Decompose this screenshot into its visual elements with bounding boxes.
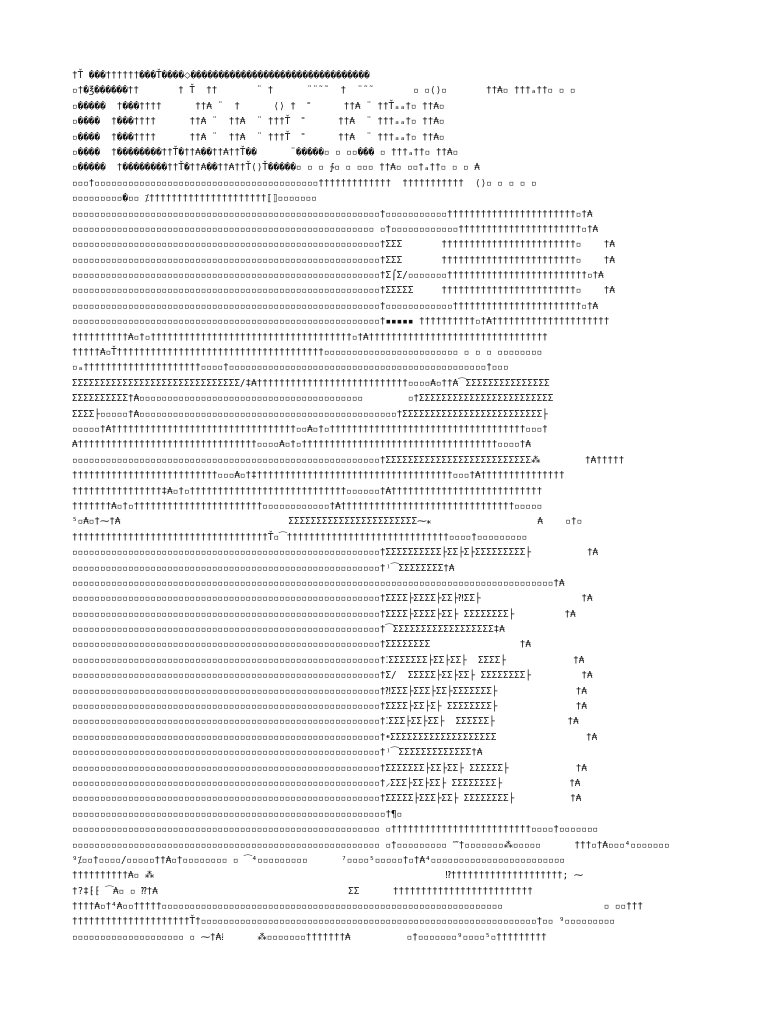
text-line: ▫▫▫▫▫▫▫▫▫▫▫▫▫▫▫▫▫▫▫▫▫▫▫▫▫▫▫▫▫▫▫▫▫▫▫▫▫▫▫▫▫▫▫▫▫▫▫▫▫▫▫▫▫▫▫†Ʃ/ ƩƩƩƩƩ├ƩƩ├ƩƩ├ ƩƩƩƩƩƩƩƩ├ †₳ (72, 670, 593, 682)
text-line: ƩƩƩƩƩƩƩƩƩƩƩƩƩƩƩƩƩƩƩƩƩƩƩƩƩƩƩƩƩƩ/‡₳†††††††††††††††††††††††††††▫▫▫▫₳▫††₳⁀ƩƩƩƩƩƩƩƩƩƩƩƩƩƩƩ (72, 377, 550, 389)
text-line: †††††††₳▫†▫†††††††††††††††††††††††▫▫▫▫▫▫▫▫▫▫▫▫†₳†††††††††††††††††††††††††††††††▫▫▫▫▫ (72, 500, 543, 512)
text-line: ▫▫▫▫▫†₳†††††††††††††††††††††††††††††††††▫▫₳▫†▫†††††††††††††††††††††††††††††††††††▫▫▫† (72, 423, 548, 435)
text-line: ††††††††††††††††‡₳▫†▫††††††††††††††††††††††††††††▫▫▫▫▫▫†₳††††††††††††††††††††††††††† (72, 485, 543, 497)
text-line: ▫����� †��������††Ť�††₳��††₳††Ť⟨⟩Ť�����▫ ▫ ▫ ∱▫ ▫ ▫▫▫ ††₳▫ ▫▫†ₐ††▫ ▫ ▫ ₳ (72, 162, 480, 174)
text-line: ▫▫▫▫▫▫▫▫▫▫▫▫▫▫▫▫▫▫▫▫▫▫▫▫▫▫▫▫▫▫▫▫▫▫▫▫▫▫▫▫▫▫▫▫▫▫▫▫▫▫▫▫▫▫▫ ▫†▫▫▫▫▫▫▫▫▫ ⁗†▫▫▫▫▫▫▫⁂▫▫▫▫▫ †††▫†₳▫▫▫⁴▫▫▫▫▫▫▫ (72, 839, 670, 851)
text-line: ▫���� †��������††Ť�††₳��††₳††Ť�� ¨�����▫ ▫ ▫▫��� ▫ †††ₐ††▫ ††₳▫ (72, 146, 459, 158)
text-line: ††††††††††₳▫†▫††††††††††††††††††††††††††††††††††††▫†₳†††††††††††††††††††††††††††††††† (72, 331, 548, 343)
text-line: ⁹⁒▫▫†▫▫▫▫/▫▫▫▫▫††₳▫†▫▫▫▫▫▫▫▫ ▫ ⁀⁴▫▫▫▫▫▫▫▫▫ ⁷▫▫▫▫⁵▫▫▫▫▫†▫†₳⁴▫▫▫▫▫▫▫▫▫▫▫▫▫▫▫▫▫▫▫▫▫▫▫▫ (72, 854, 566, 866)
garbled-text-block (72, 68, 722, 945)
text-line: ▫▫▫▫▫▫▫▫▫▫▫▫▫▫▫▫▫▫▫▫▫▫▫▫▫▫▫▫▫▫▫▫▫▫▫▫▫▫▫▫▫▫▫▫▫▫▫▫▫▫▫▫▫▫▫▫▫▫▫▫▫▫▫▫▫▫▫▫▫▫▫▫▫▫▫▫▫▫▫▫▫▫▫▫▫▫†₳ (72, 577, 565, 589)
text-line: †Ť ���††††††���Ť����⬦�������������������������������� (72, 70, 370, 81)
text-line: ▫▫▫▫▫▫▫▫▫▫▫▫▫▫▫▫▫▫▫▫▫▫▫▫▫▫▫▫▫▫▫▫▫▫▫▫▫▫▫▫▫▫▫▫▫▫▫▫▫▫▫▫▫▫▫†ƩƩƩƩ├ƩƩ├Ʃ├ ƩƩƩƩƩƩƩƩ├ †₳ (72, 701, 587, 713)
text-line: ††††₳▫†⁴₳▫▫†††††▫▫▫▫▫▫▫▫▫▫▫▫▫▫▫▫▫▫▫▫▫▫▫▫▫▫▫▫▫▫▫▫▫▫▫▫▫▫▫▫▫▫▫▫▫▫▫▫▫▫▫▫▫▫▫▫▫▫▫▫▫ ▫ ▫▫††† (72, 901, 643, 913)
text-line: †††††††††††††††††††††††††††††††††††Ť▫⁀†††††††††††††††††††††††††††††▫▫▫▫†▫▫▫▫▫▫▫▫▫ (72, 531, 528, 543)
text-line: ▫▫▫▫▫▫▫▫▫▫▫▫▫▫▫▫▫▫▫▫▫▫▫▫▫▫▫▫▫▫▫▫▫▫▫▫▫▫▫▫▫▫▫▫▫▫▫▫▫▫▫▫▫▫▫†⁚ƩƩƩƩƩƩƩ├ƩƩ├ƩƩ├ ƩƩƩƩ├ †₳ (72, 654, 585, 666)
text-line: ƩƩƩƩƩƩƩƩƩƩ†₳▫▫▫▫▫▫▫▫▫▫▫▫▫▫▫▫▫▫▫▫▫▫▫▫▫▫▫▫▫▫▫▫▫▫▫▫▫▫▫▫ ▫†ƩƩƩƩƩƩƩƩƩƩƩƩƩƩƩƩƩƩƩƩƩƩƩƩ (72, 393, 554, 405)
text-line: ▫▫▫▫▫▫▫▫▫▫▫▫▫▫▫▫▫▫▫▫▫▫▫▫▫▫▫▫▫▫▫▫▫▫▫▫▫▫▫▫▫▫▫▫▫▫▫▫▫▫▫▫▫▫▫†⁚ƩƩƩ├ƩƩ├ƩƩ├ ƩƩƩƩƩƩ├ †₳ (72, 716, 579, 728)
text-line: ▫▫▫▫▫▫▫▫▫▫▫▫▫▫▫▫▫▫▫▫▫▫▫▫▫▫▫▫▫▫▫▫▫▫▫▫▫▫▫▫▫▫▫▫▫▫▫▫▫▫▫▫▫▫▫†▪▪▪▪▪ ††††††††††▫†₳††††††††††††††††††††† (72, 316, 610, 328)
text-line: ▫▫▫▫▫▫▫▫▫▫▫▫▫▫▫▫▫▫▫▫▫▫▫▫▫▫▫▫▫▫▫▫▫▫▫▫▫▫▫▫▫▫▫▫▫▫▫▫▫▫▫▫▫▫▫†ƩƩƩƩ├ƩƩƩƩ├ƩƩ├ ƩƩƩƩƩƩƩƩ├ †₳ (72, 608, 576, 620)
text-line: ▫���� †���†††† ††₳ ¨ ††₳ ¨ †††Ť ˭ ††₳ ¨ †††ₐₐ†▫ ††₳▫ (72, 131, 445, 143)
text-line: †††††††††††††††††††††Ť†▫▫▫▫▫▫▫▫▫▫▫▫▫▫▫▫▫▫▫▫▫▫▫▫▫▫▫▫▫▫▫▫▫▫▫▫▫▫▫▫▫▫▫▫▫▫▫▫▫▫▫▫▫▫▫▫▫▫▫▫†▫▫ ⁹▫▫▫▫▫▫▫▫▫ (72, 916, 615, 928)
text-line: ▫▫▫▫▫▫▫▫▫▫▫▫▫▫▫▫▫▫▫▫▫▫▫▫▫▫▫▫▫▫▫▫▫▫▫▫▫▫▫▫▫▫▫▫▫▫▫▫▫▫▫▫▫▫▫†▫▫▫▫▫▫▫▫▫▫▫†††††††††††††††††††††††▫†₳ (72, 208, 593, 220)
text-line: ▫▫▫▫▫▫▫▫▫▫▫▫▫▫▫▫▫▫▫▫▫▫▫▫▫▫▫▫▫▫▫▫▫▫▫▫▫▫▫▫▫▫▫▫▫▫▫▫▫▫▫▫▫▫▫▫†¶▫ (72, 808, 403, 820)
text-line: ††††††††††₳▫ ⁂ ⁉††††††††††††††††††††; ⁓ (72, 870, 584, 882)
text-line: ▫▫▫▫▫▫▫▫▫▫▫▫▫▫▫▫▫▫▫▫▫▫▫▫▫▫▫▫▫▫▫▫▫▫▫▫▫▫▫▫▫▫▫▫▫▫▫▫▫▫▫▫▫▫▫†ƩƩƩ ††††††††††††††††††††††††▫ †₳ (72, 239, 615, 251)
text-line: ▫▫▫▫▫▫▫▫▫▫▫▫▫▫▫▫▫▫▫▫▫▫▫▫▫▫▫▫▫▫▫▫▫▫▫▫▫▫▫▫▫▫▫▫▫▫▫▫▫▫▫▫▫▫▫†⸝ƩƩƩ├ƩƩ├ƩƩ├ ƩƩƩƩƩƩƩƩ├ †₳ (72, 777, 581, 789)
text-line: ▫▫▫▫▫▫▫▫▫▫▫▫▫▫▫▫▫▫▫▫▫▫▫▫▫▫▫▫▫▫▫▫▫▫▫▫▫▫▫▫▫▫▫▫▫▫▫▫▫▫▫▫▫▫▫†⁈ƩƩƩ├ƩƩƩ├ƩƩ├ƩƩƩƩƩƩƩ├ †₳ (72, 685, 587, 697)
text-line: ▫▫▫▫▫▫▫▫▫▫▫▫▫▫▫▫▫▫▫▫▫▫▫▫▫▫▫▫▫▫▫▫▫▫▫▫▫▫▫▫▫▫▫▫▫▫▫▫▫▫▫▫▫▫▫†ƩƩƩƩƩƩƩƩ †₳ (72, 639, 531, 651)
text-line: ▫▫▫†▫▫▫▫▫▫▫▫▫▫▫▫▫▫▫▫▫▫▫▫▫▫▫▫▫▫▫▫▫▫▫▫▫▫▫▫▫▫▫▫††††††††††††† ††††††††††† ⟨⟩▫ ▫ ▫ ▫ ▫ (72, 177, 537, 189)
text-line: ▫▫▫▫▫▫▫▫▫▫▫▫▫▫▫▫▫▫▫▫▫▫▫▫▫▫▫▫▫▫▫▫▫▫▫▫▫▫▫▫▫▫▫▫▫▫▫▫▫▫▫▫▫▫▫†ƩƩƩƩƩƩƩ├ƩƩ├ƩƩ├ ƩƩƩƩƩƩ├ †₳ (72, 762, 587, 774)
text-line: ▫▫▫▫▫▫▫▫▫▫▫▫▫▫▫▫▫▫▫▫▫▫▫▫▫▫▫▫▫▫▫▫▫▫▫▫▫▫▫▫▫▫▫▫▫▫▫▫▫▫▫▫▫▫▫†ƩƩƩƩƩƩƩƩƩƩ├ƩƩ├Ʃ├ƩƩƩƩƩƩƩƩƩ├ †₳ (72, 547, 599, 559)
text-line: ▫▫▫▫▫▫▫▫▫▫▫▫▫▫▫▫▫▫▫▫▫▫▫▫▫▫▫▫▫▫▫▫▫▫▫▫▫▫▫▫▫▫▫▫▫▫▫▫▫▫▫▫▫▫▫†ƩƩƩƩƩƩƩƩƩƩƩƩƩƩƩƩƩƩƩƩƩƩƩƩƩƩ⁂ †₳††††† (72, 454, 625, 466)
text-line: ††††††††††††††††††††††††††▫▫▫₳▫†‡†††††††††††††††††††††††††††††††††††▫▫▫†₳††††††††††††††† (72, 470, 565, 482)
text-line: ▫▫▫▫▫▫▫▫▫▫▫▫▫▫▫▫▫▫▫▫▫▫▫▫▫▫▫▫▫▫▫▫▫▫▫▫▫▫▫▫▫▫▫▫▫▫▫▫▫▫▫▫▫▫ ▫†▫▫▫▫▫▫▫▫▫▫▫▫††††††††††††††††††††††▫†₳ (72, 223, 599, 235)
text-line: ▫▫▫▫▫▫▫▫▫▫▫▫▫▫▫▫▫▫▫▫▫▫▫▫▫▫▫▫▫▫▫▫▫▫▫▫▫▫▫▫▫▫▫▫▫▫▫▫▫▫▫▫▫▫▫ ▫†††††††††††††††††††††††††▫▫▫▫†▫▫▫▫▫▫▫ (72, 824, 599, 836)
text-line: ▫▫▫▫▫▫▫▫▫▫▫▫▫▫▫▫▫▫▫▫▫▫▫▫▫▫▫▫▫▫▫▫▫▫▫▫▫▫▫▫▫▫▫▫▫▫▫▫▫▫▫▫▫▫▫†⁾⁀ƩƩƩƩƩƩƩƩƩƩƩƩƩ†₳ (72, 747, 483, 759)
text-line: ⁵▫₳▫†⁓†₳ ƩƩƩƩƩƩƩƩƩƩƩƩƩƩƩƩƩƩƩƩƩƩƩ⁓⁎ ₳ ▫†▫ (72, 516, 583, 528)
text-line: ▫▫▫▫▫▫▫▫▫▫▫▫▫▫▫▫▫▫▫▫▫▫▫▫▫▫▫▫▫▫▫▫▫▫▫▫▫▫▫▫▫▫▫▫▫▫▫▫▫▫▫▫▫▫▫†ƩƩƩƩƩ├ƩƩƩ├ƩƩ├ ƩƩƩƩƩƩƩƩ├ †₳ (72, 793, 582, 805)
text-line: ▫▫▫▫▫▫▫▫▫▫▫▫▫▫▫▫▫▫▫▫▫▫▫▫▫▫▫▫▫▫▫▫▫▫▫▫▫▫▫▫▫▫▫▫▫▫▫▫▫▫▫▫▫▫▫†Ʃ⌠Ʃ/▫▫▫▫▫▫▫†††††††††††††††††††††††††▫†₳ (72, 270, 604, 282)
text-line: ▫†�℥������†† † Ť †† ¨ † ¨¨˜˜ † ¨˜˜ ▫ ▫⟨⟩▫ ††₳▫ †††ₐ††▫ ▫ ▫ (72, 85, 576, 97)
text-line: ▫▫▫▫▫▫▫▫▫▫▫▫▫▫▫▫▫▫▫▫▫▫▫▫▫▫▫▫▫▫▫▫▫▫▫▫▫▫▫▫▫▫▫▫▫▫▫▫▫▫▫▫▫▫▫†⁌ƩƩƩƩƩƩƩƩƩƩƩƩƩƩƩƩƩƩƩ †₳ (72, 731, 598, 743)
text-line: ▫▫▫▫▫▫▫▫▫▫▫▫▫▫▫▫▫▫▫▫▫▫▫▫▫▫▫▫▫▫▫▫▫▫▫▫▫▫▫▫▫▫▫▫▫▫▫▫▫▫▫▫▫▫▫†ƩƩƩ ††††††††††††††††††††††††▫ †₳ (72, 254, 615, 266)
text-line: ƩƩƩƩ├▫▫▫▫▫†₳▫▫▫▫▫▫▫▫▫▫▫▫▫▫▫▫▫▫▫▫▫▫▫▫▫▫▫▫▫▫▫▫▫▫▫▫▫▫▫▫▫▫▫▫▫▫†ƩƩƩƩƩƩƩƩƩƩƩƩƩƩƩƩƩƩƩƩƩƩƩƩƩ├ (72, 408, 548, 420)
text-line: ▫▫▫▫▫▫▫▫▫�▫▫ ⁒†††††††††††††††††††††⟦⟧▫▫▫▫▫▫▫ (72, 193, 317, 205)
text-line: ₳††††††††††††††††††††††††††††††††▫▫▫▫₳▫†▫†††††††††††††††††††††††††††††††††††▫▫▫▫†₳ (72, 439, 531, 451)
text-line: †?‡⁅⁅ ⁀₳▫ ▫ ⁇†₳ ƩƩ ††††††††††††††††††††††††† (72, 885, 533, 897)
text-line: †††††₳▫Ť†††††††††††††††††††††††††††††††††††††▫▫▫▫▫▫▫▫▫▫▫▫▫▫▫▫▫▫▫▫▫▫▫▫ ▫ ▫ ▫ ▫▫▫▫▫▫▫▫ (72, 347, 543, 359)
text-line: ▫����� †���†††† ††₳ ¨ † ⟨⟩ † ˭ ††₳ ¨ ††Ťₐₐ†▫ ††₳▫ (72, 100, 445, 112)
text-line: ▫ₐ†††††††††††††††††††††▫▫▫▫†▫▫▫▫▫▫▫▫▫▫▫▫▫▫▫▫▫▫▫▫▫▫▫▫▫▫▫▫▫▫▫▫▫▫▫▫▫▫▫▫▫▫▫▫▫▫†▫▫▫ (72, 362, 509, 374)
text-line: ▫���� †���†††† ††₳ ¨ ††₳ ¨ †††Ť ˭ ††₳ ¨ †††ₐₐ†▫ ††₳▫ (72, 116, 445, 128)
text-line: ▫▫▫▫▫▫▫▫▫▫▫▫▫▫▫▫▫▫▫▫ ▫ ⁓†₳⁞ ⁂▫▫▫▫▫▫▫†††††††₳ ▫†▫▫▫▫▫▫▫⁹▫▫▫▫⁵▫††††††††† (72, 931, 547, 943)
text-line: ▫▫▫▫▫▫▫▫▫▫▫▫▫▫▫▫▫▫▫▫▫▫▫▫▫▫▫▫▫▫▫▫▫▫▫▫▫▫▫▫▫▫▫▫▫▫▫▫▫▫▫▫▫▫▫†ƩƩƩƩƩ ††††††††††††††††††††††††▫ †₳ (72, 285, 615, 297)
text-line: ▫▫▫▫▫▫▫▫▫▫▫▫▫▫▫▫▫▫▫▫▫▫▫▫▫▫▫▫▫▫▫▫▫▫▫▫▫▫▫▫▫▫▫▫▫▫▫▫▫▫▫▫▫▫▫†⁀ƩƩƩƩƩƩƩƩƩƩƩƩƩƩƩƩƩƩ‡₳ (72, 624, 505, 636)
text-line: ▫▫▫▫▫▫▫▫▫▫▫▫▫▫▫▫▫▫▫▫▫▫▫▫▫▫▫▫▫▫▫▫▫▫▫▫▫▫▫▫▫▫▫▫▫▫▫▫▫▫▫▫▫▫▫†⁾⁀ƩƩƩƩƩƩƩƩ†₳ (72, 562, 455, 574)
text-line: ▫▫▫▫▫▫▫▫▫▫▫▫▫▫▫▫▫▫▫▫▫▫▫▫▫▫▫▫▫▫▫▫▫▫▫▫▫▫▫▫▫▫▫▫▫▫▫▫▫▫▫▫▫▫▫†ƩƩƩƩ├ƩƩƩƩ├ƩƩ├⁈ƩƩ├ †₳ (72, 593, 593, 605)
text-line: ▫▫▫▫▫▫▫▫▫▫▫▫▫▫▫▫▫▫▫▫▫▫▫▫▫▫▫▫▫▫▫▫▫▫▫▫▫▫▫▫▫▫▫▫▫▫▫▫▫▫▫▫▫▫▫†▫▫▫▫▫▫▫▫▫▫▫▫†††††††††††††††††††††††▫†₳ (72, 300, 599, 312)
